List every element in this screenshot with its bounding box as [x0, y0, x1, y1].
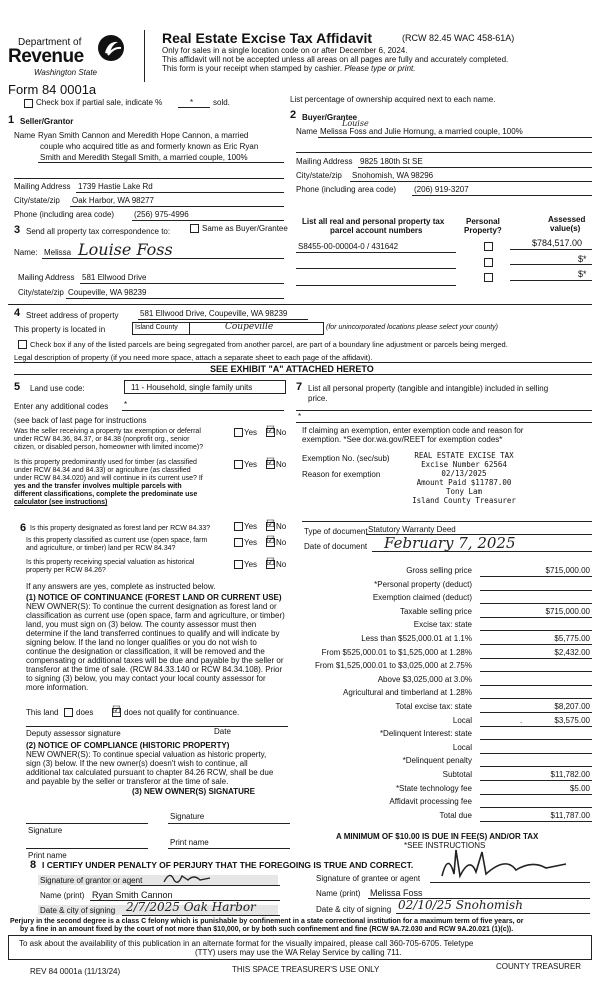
tax-label-5: Less than $525,000.01 at 1.1% [361, 634, 472, 643]
tax-label-0: Gross selling price [406, 566, 472, 575]
deputy-label: Deputy assessor signature [26, 729, 121, 738]
parcel-col3: Assessed [548, 215, 586, 224]
tax-local-dot: . [520, 715, 523, 725]
access-line-2: (TTY) users may use the WA Relay Service by calling 711. [195, 948, 402, 957]
q2-line-5: different classifications, complete the predominate use [14, 491, 198, 498]
city-handwritten: Coupeville [225, 322, 274, 332]
tax-label-1: *Personal property (deduct) [374, 579, 472, 589]
corr-name-handwritten: Louise Foss [78, 240, 173, 259]
new-owner-signature-1-label: Signature [28, 826, 63, 835]
q1-yes-checkbox[interactable] [234, 428, 243, 437]
certify-title: I CERTIFY UNDER PENALTY OF PERJURY THAT THE FOREGOING IS TRUE AND CORRECT. [42, 860, 414, 870]
notice1-l9: to signing (3) below, you may contact your local county assessor for [26, 674, 266, 683]
parcel-col3b: value(s) [550, 224, 581, 233]
notice1-l6: continue the designation or classification, it will be removed and the [26, 647, 265, 656]
buyer-mailing-line [358, 167, 592, 168]
tax-label-15: Subtotal [442, 770, 472, 779]
buyer-city-label: City/state/zip [296, 171, 342, 180]
forest-q2-no-check-icon: ☑ [266, 535, 275, 546]
notice2-title: (2) NOTICE OF COMPLIANCE (HISTORIC PROPERTY) [26, 741, 230, 750]
land-doesnot-check-icon: ☑ [112, 705, 121, 716]
partial-sale-checkbox[interactable] [24, 99, 33, 108]
seller-city-label: City/state/zip [14, 196, 60, 205]
tax-line-12 [480, 739, 592, 740]
new-owner-print-1-label: Print name [28, 851, 67, 860]
grantee-sig-label: Signature of grantee or agent [316, 874, 421, 883]
grantor-date-line [122, 915, 280, 916]
buyer-name-label: Name [296, 127, 318, 136]
legal-label: Legal description of property (if you need more space, attach a separate sheet to each page of the affidavit). [14, 353, 373, 362]
buyer-heading: Buyer/Grantee [302, 113, 358, 122]
notice2-l1: NEW OWNER(S): To continue special valuation as historic property, [26, 750, 267, 759]
county-value: Island County [135, 324, 178, 331]
corr-mailing-label: Mailing Address [18, 273, 75, 282]
notice1-l8: transferor at the time of sale. (RCW 84.33.140 or RCW 84.34.108). Prior [26, 665, 283, 674]
tax-label-10: Total excise tax: state [395, 702, 472, 711]
dor-logo-icon [96, 33, 126, 63]
grantor-name[interactable]: Ryan Smith Cannon [92, 890, 173, 900]
q1-line-1: Was the seller receiving a property tax exemption or deferral [14, 428, 201, 435]
buyer-city[interactable]: Snohomish, WA 98296 [352, 171, 434, 180]
forest-q1-no-check-icon: ☑ [266, 519, 275, 530]
section-2-num: 2 [290, 109, 297, 121]
land-does-checkbox[interactable] [64, 708, 73, 717]
seller-city-line [70, 206, 284, 207]
forest-q2-2: and agriculture, or timber) land per RCW 84.34? [26, 545, 176, 552]
forest-q3-yes[interactable] [234, 560, 243, 569]
see-instructions: *SEE INSTRUCTIONS [404, 841, 486, 850]
corr-city[interactable]: Coupeville, WA 98239 [68, 288, 147, 297]
parcel-row1-line [296, 252, 456, 253]
doc-type-label: Type of document [304, 527, 368, 536]
partial-sold-label: sold. [213, 98, 230, 107]
tax-line-7 [480, 671, 592, 672]
tax-label-6: From $525,000.01 to $1,525,000 at 1.28% [321, 647, 472, 657]
new-owner-sig-line-2 [168, 823, 290, 824]
parcel-row2-line [296, 268, 456, 269]
section-3-num: 3 [14, 224, 21, 236]
tax-label-14: *Delinquent penalty [402, 756, 472, 766]
grantor-name-label: Name (print) [40, 891, 85, 900]
tax-label-11: Local [452, 715, 472, 725]
partial-pct-value[interactable]: * [190, 98, 194, 107]
tax-line-9 [480, 698, 592, 699]
logo-revenue: Revenue [8, 46, 84, 67]
tax-line-4 [480, 630, 592, 631]
parcel-col1: List all real and personal property tax [302, 217, 445, 226]
buyer-blank-line [296, 152, 592, 153]
seller-heading: Seller/Grantor [20, 117, 74, 126]
seller-name-label: Name [14, 131, 36, 140]
assessed-line-3 [510, 280, 592, 281]
q1-no-check-icon: ☑ [266, 425, 275, 436]
forest-q3-no-label: No [276, 560, 287, 569]
land-use-value: 11 - Household, single family units [131, 383, 253, 392]
land-use-label: Land use code: [30, 384, 85, 393]
forest-q3-yes-label: Yes [244, 560, 258, 569]
accessibility-box [8, 935, 592, 960]
header-note-3: This form is your receipt when stamped by cashier. Please type or print. [162, 64, 416, 73]
seller-name-1[interactable]: Ryan Smith Cannon and Meredith Hope Cannon, a married [38, 131, 249, 140]
forest-q3-1: Is this property receiving special valuation as historical [26, 559, 195, 566]
grantee-date-line [396, 913, 590, 914]
exemption-reason-label: Reason for exemption [302, 470, 381, 479]
parcel-row3-line [296, 285, 456, 286]
corr-city-line [66, 298, 284, 299]
tax-label-13: Local [452, 742, 472, 752]
corr-name[interactable]: Melissa [44, 248, 72, 257]
street-value[interactable]: 581 Ellwood Drive, Coupeville, WA 98239 [140, 309, 288, 318]
tax-line-2 [480, 603, 592, 604]
grantor-date[interactable]: 2/7/2025 Oak Harbor [126, 900, 256, 914]
notice2-l3: additional tax calculated pursuant to chapter 84.26 RCW, shall be due [26, 768, 274, 777]
forest-q1-yes[interactable] [234, 522, 243, 531]
q2-no-label: No [276, 460, 287, 469]
assessed-value-1[interactable]: $784,517.00 [532, 238, 583, 248]
section-8-num: 8 [30, 859, 37, 871]
perjury-line-2: by a fine in an amount fixed by the court of not more than $10,000, or by both such confinement and fine (RCW 9A.72.030 and RCW 9A.20.021 (1)(c)). [20, 926, 514, 933]
tax-label-7: From $1,525,000.01 to $3,025,000 at 2.75% [314, 661, 472, 671]
land-doesnot-label: does not qualify for continuance. [124, 708, 240, 717]
same-as-buyer-checkbox[interactable] [190, 224, 199, 233]
tax-line-0 [480, 576, 592, 577]
legal-value-rule [14, 374, 592, 375]
tax-value-11[interactable]: $3,575.00 [554, 715, 590, 725]
stamp-line-1: REAL ESTATE EXCISE TAX [414, 451, 514, 460]
new-owner-signature-2-label: Signature [170, 812, 205, 821]
legal-label-rule [14, 362, 592, 363]
buyer-name-line [318, 137, 592, 138]
personal-prop-checkbox-3[interactable] [484, 273, 493, 282]
tax-label-17: Affidavit processing fee [389, 797, 472, 807]
new-owner-sig-line-1 [26, 823, 148, 824]
form-title: Real Estate Excise Tax Affidavit [162, 30, 373, 46]
stamp-line-2: Excise Number 62564 [421, 460, 507, 469]
personal-prop-value[interactable]: * [298, 412, 302, 421]
additional-codes-line [122, 410, 284, 411]
section-5-num: 5 [14, 381, 21, 393]
tax-label-4: Excise tax: state [413, 620, 472, 630]
seller-phone-label: Phone (including area code) [14, 210, 115, 219]
buyer-name[interactable]: Melissa Foss and Julie Hornung, a married couple, 100% [320, 127, 523, 136]
segregated-checkbox[interactable] [18, 340, 27, 349]
seller-name-3[interactable]: Smith and Meredith Stegall Smith, a married couple, 100% [40, 153, 248, 162]
grantor-date-label: Date & city of signing [40, 906, 116, 915]
see-list-note: (see back of last page for instructions [14, 416, 147, 425]
seller-blank-line [14, 178, 284, 179]
personal-prop-line-2 [296, 422, 592, 423]
q2-line-3: under RCW 84.34.020) and will continue in its current use? If [14, 475, 203, 482]
section-7-num: 7 [296, 381, 303, 393]
correspondence-label: Send all property tax correspondence to: [26, 227, 171, 236]
assessed-line-2 [510, 264, 592, 265]
forest-q2-1: Is this property classified as current use (open space, farm [26, 537, 208, 544]
section-4-num: 4 [14, 307, 21, 319]
corr-name-label: Name: [14, 248, 38, 257]
stamp-line-4: Amount Paid $11787.00 [416, 478, 512, 487]
q2-yes-checkbox[interactable] [234, 460, 243, 469]
q1-yes-label: Yes [244, 428, 258, 437]
forest-q3-no-check-icon: ☑ [266, 557, 275, 568]
personal-prop-label: List all personal property (tangible and intangible) included in selling [308, 384, 549, 393]
new-owner-print-2-label: Print name [170, 838, 209, 847]
q1-line-3: citizen, or disabled person, homeowner with limited income)? [14, 444, 204, 451]
segregated-label: Check box if any of the listed parcels are being segregated from another parcel, are part of a boundary line adjustment or parcels being merged. [30, 340, 508, 349]
notice2-l4: and payable by the seller or transferor at the time of sale. [26, 777, 229, 786]
exempt-note-2: exemption. *See dor.wa.gov/REET for exemption codes* [302, 435, 503, 444]
buyer-phone-label: Phone (including area code) [296, 185, 397, 194]
tax-value-16[interactable]: $5.00 [569, 783, 590, 793]
stamp-line-5: Tony Lam [445, 487, 483, 496]
perjury-line-1: Perjury in the second degree is a class C felony which is punishable by confinement in a state correctional institution for a maximum term of five years, or [10, 918, 524, 925]
street-value-line [138, 319, 308, 320]
doc-date-value[interactable]: February 7, 2025 [384, 534, 516, 552]
tax-value-0[interactable]: $715,000.00 [545, 566, 590, 575]
tax-line-15 [480, 780, 592, 781]
partial-sale-label: Check box if partial sale, indicate % [36, 98, 163, 107]
street-label: Street address of property [26, 311, 119, 320]
seller-name-2[interactable]: couple who acquired title as and formerly known as Eric Ryan [40, 142, 259, 151]
header-note-2: This affidavit will not be accepted unless all areas on all pages are fully and accurately completed. [162, 55, 509, 64]
logo-state: Washington State [34, 68, 98, 77]
notice1-l3: land, you must sign on (3) below. The county assessor must then [26, 620, 257, 629]
grantor-sig-line [130, 885, 280, 886]
grantee-sig-line [430, 882, 590, 883]
tax-line-8 [480, 685, 592, 686]
q2-line-6[interactable]: calculator (see instructions) [14, 499, 108, 506]
notice3-title: (3) NEW OWNER(S) SIGNATURE [132, 787, 255, 796]
tax-label-3: Taxable selling price [399, 606, 472, 616]
section-4-top-rule [8, 304, 592, 305]
additional-codes-label: Enter any additional codes [14, 402, 109, 411]
access-line-1: To ask about the availability of this publication in an alternate format for the visually impaired, please call 360-705-6705. Teletype [19, 939, 474, 948]
assessed-value-3[interactable]: $* [578, 269, 587, 279]
form-number: Form 84 0001a [8, 82, 97, 97]
notice1-l1: NEW OWNER(S): To continue the current designation as forest land or [26, 602, 277, 611]
stamp-line-6: Island County Treasurer [412, 496, 516, 505]
tax-line-5 [480, 644, 592, 645]
notice1-l5: signing below. If the land no longer qualifies or you do not wish to [26, 638, 257, 647]
grantee-name-label: Name (print) [316, 889, 361, 898]
tax-label-16: *State technology fee [395, 783, 472, 793]
q1-line-2: under RCW 84.36, 84.37, or 84.38 (nonprofit org., senior [14, 436, 190, 443]
personal-prop-checkbox-2[interactable] [484, 258, 493, 267]
grantee-signature[interactable] [436, 846, 586, 880]
seller-name-underline [38, 162, 284, 163]
grantee-date-label: Date & city of signing [316, 905, 392, 914]
forest-q1-yes-label: Yes [244, 522, 258, 531]
corr-city-label: City/state/zip [18, 288, 64, 297]
assessed-value-2[interactable]: $* [578, 254, 587, 264]
buyer-city-line [350, 181, 592, 182]
parcel-col1b: parcel account numbers [330, 226, 423, 235]
buyer-mailing-label: Mailing Address [296, 157, 353, 166]
tax-label-18: Total due [439, 810, 472, 820]
tax-label-2: Exemption claimed (deduct) [372, 593, 472, 603]
notice1-title: (1) NOTICE OF CONTINUANCE (FOREST LAND OR CURRENT USE) [26, 593, 282, 602]
tax-line-14 [480, 766, 592, 767]
this-land-label: This land [26, 708, 59, 717]
new-owner-print-line-2 [168, 848, 290, 849]
footer-space: THIS SPACE TREASURER'S USE ONLY [232, 965, 380, 974]
located-label: This property is located in [14, 325, 106, 334]
notice1-l2: classification as current use (open space, farm and agriculture, or timber) [26, 611, 285, 620]
buyer-mailing[interactable]: 9825 180th St SE [360, 157, 423, 166]
corr-mailing-line [80, 283, 284, 284]
tax-value-15[interactable]: $11,782.00 [550, 770, 590, 779]
treasurer-stamp [404, 451, 524, 505]
tax-line-3 [480, 617, 592, 618]
notice1-l7: compensating or additional taxes will be due and payable by the seller or [26, 656, 284, 665]
assessed-line-1 [510, 249, 592, 250]
buyer-phone[interactable]: (206) 919-3207 [414, 185, 469, 194]
parcel-col2: Personal [466, 217, 500, 226]
forest-q2-no-label: No [276, 538, 287, 547]
q2-no-check-icon: ☑ [266, 457, 275, 468]
q2-line-1: Is this property predominantly used for timber (as classified [14, 459, 197, 466]
unincorporated-note: (for unincorporated locations please select your county) [326, 324, 498, 331]
exemption-no-label: Exemption No. (sec/sub) [302, 454, 390, 463]
seller-mailing[interactable]: 1739 Hastie Lake Rd [78, 182, 153, 191]
tax-label-12: *Delinquent Interest: state [379, 729, 472, 739]
section-1-num: 1 [8, 114, 15, 126]
seller-phone-line [132, 220, 284, 221]
seller-mailing-line [76, 192, 284, 193]
seller-phone[interactable]: (256) 975-4996 [134, 210, 189, 219]
q2-yes-label: Yes [244, 460, 258, 469]
same-as-buyer-label: Same as Buyer/Grantee [202, 224, 288, 233]
parcel-row1[interactable]: S8455-00-00004-0 / 431642 [298, 242, 399, 251]
tax-value-5[interactable]: $5,775.00 [554, 634, 590, 643]
header-divider [144, 30, 145, 82]
minimum-note: A MINIMUM OF $10.00 IS DUE IN FEE(S) AND/OR TAX [336, 832, 539, 841]
stamp-line-3: 02/13/2025 [441, 469, 487, 478]
land-does-label: does [76, 708, 94, 717]
tax-label-9: Agricultural and timberland at 1.28% [343, 688, 472, 698]
corr-name-line [42, 258, 284, 259]
forest-q1-no-label: No [276, 522, 287, 531]
legal-value[interactable]: SEE EXHIBIT "A" ATTACHED HERETO [210, 364, 374, 374]
q2-line-2: under RCW 84.34 and 84.33) or agriculture (as classified [14, 467, 191, 474]
parcel-col2b: Property? [464, 226, 502, 235]
tax-line-10 [480, 712, 592, 713]
notice1-l4: determine if the land transferred continues to qualify and will indicate by [26, 629, 280, 638]
footer-treasurer: COUNTY TREASURER [496, 962, 582, 971]
header-note-1: Only for sales in a single location code on or after December 6, 2024. [162, 46, 408, 55]
doc-type-value[interactable]: Statutory Warranty Deed [368, 525, 456, 534]
reason-line [302, 521, 592, 522]
tax-line-16 [480, 794, 592, 795]
additional-codes-value[interactable]: * [124, 400, 128, 409]
doc-date-label: Date of document [304, 542, 368, 551]
deputy-date-label: Date [214, 727, 231, 736]
tax-line-18 [480, 821, 592, 822]
new-owner-print-line-1 [26, 848, 148, 849]
land-use-field[interactable] [124, 380, 286, 394]
county-divider [189, 323, 190, 334]
notice2-l2: sign (3) below. If the new owner(s) doesn't wish to continue, all [26, 759, 248, 768]
forest-complete-note: If any answers are yes, complete as instructed below. [26, 582, 216, 591]
footer-rev: REV 84 0001a (11/13/24) [30, 967, 121, 976]
list-pct-note: List percentage of ownership acquired next to each name. [290, 95, 496, 104]
tax-value-6[interactable]: $2,432.00 [554, 647, 590, 657]
forest-q2-yes[interactable] [234, 538, 243, 547]
forest-q1: Is this property designated as forest land per RCW 84.33? [30, 525, 211, 532]
tax-label-8: Above $3,025,000 at 3.0% [377, 674, 472, 684]
tax-line-1 [480, 590, 592, 591]
tax-line-6 [480, 658, 592, 659]
buyer-name-handwritten: Louise [342, 119, 369, 128]
personal-prop-checkbox-1[interactable] [484, 242, 493, 251]
buyer-phone-line [412, 195, 592, 196]
tax-value-3[interactable]: $715,000.00 [545, 606, 590, 616]
logo-dept: Department of [18, 37, 82, 48]
doc-date-line [372, 551, 592, 552]
personal-prop-label-2: price. [308, 394, 328, 403]
tax-value-10[interactable]: $8,207.00 [554, 702, 590, 711]
q1-no-label: No [276, 428, 287, 437]
form-title-ref: (RCW 82.45 WAC 458-61A) [402, 33, 515, 43]
tax-line-11 [480, 726, 592, 727]
corr-mailing[interactable]: 581 Ellwood Drive [82, 273, 147, 282]
forest-q2-yes-label: Yes [244, 538, 258, 547]
forest-q3-2: property per RCW 84.26? [26, 567, 106, 574]
county-city-field[interactable] [132, 322, 324, 335]
tax-line-13 [480, 753, 592, 754]
deputy-sign-line [26, 726, 288, 727]
tax-line-17 [480, 807, 592, 808]
seller-mailing-label: Mailing Address [14, 182, 71, 191]
grantee-name[interactable]: Melissa Foss [370, 888, 423, 898]
grantor-sig-label: Signature of grantor or agent [40, 876, 143, 885]
notice1-l10: more information. [26, 683, 89, 692]
exempt-note-1: If claiming an exemption, enter exemption code and reason for [302, 426, 524, 435]
personal-prop-line-1 [296, 410, 592, 411]
tax-value-18[interactable]: $11,787.00 [550, 810, 590, 820]
partial-pct-line [178, 107, 210, 108]
q2-line-4: yes and the transfer involves multiple parcels with [14, 483, 182, 490]
seller-city[interactable]: Oak Harbor, WA 98277 [72, 196, 154, 205]
section-6-num: 6 [20, 522, 27, 534]
grantee-date[interactable]: 02/10/25 Snohomish [398, 898, 523, 912]
